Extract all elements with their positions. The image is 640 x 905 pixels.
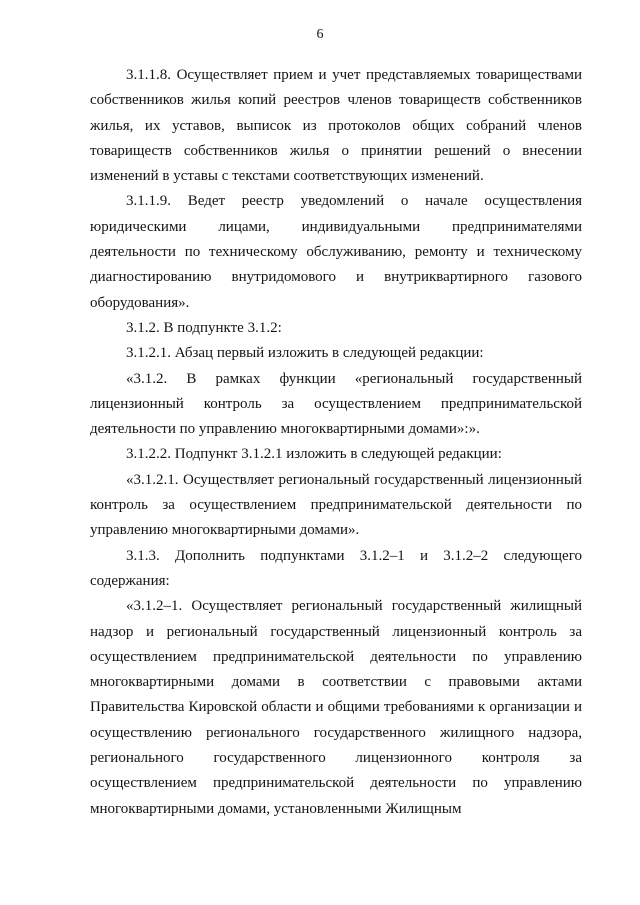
document-body (90, 63, 582, 822)
paragraph-quote-3-1-2: «3.1.2. В рамках функции «региональный государственный лицензионный контроль за осуществлением предпринимательской деятельности по управлению многоквартирными домами»:». (90, 370, 582, 438)
paragraph-3-1-2-2: 3.1.2.2. Подпункт 3.1.2.1 изложить в следующей редакции: (126, 446, 502, 463)
page-number: 6 (316, 27, 324, 42)
paragraph-quote-3-1-2-1: «3.1.2.1. Осуществляет региональный государственный лицензионный контроль за осуществлением предпринимательской деятельности по управлению многоквартирными домами». (90, 471, 582, 539)
paragraph-3-1-3: 3.1.3. Дополнить подпунктами 3.1.2–1 и 3.1.2–2 следующего содержания: (90, 547, 582, 589)
paragraph-3-1-1-9: 3.1.1.9. Ведет реестр уведомлений о начале осуществления юридическими лицами, индивидуальными предпринимателями деятельности по техническому обслуживанию, ремонту и техническому диагностированию внутридомового и внутриквартирного газового оборудования». (90, 193, 582, 311)
paragraph-3-1-2: 3.1.2. В подпункте 3.1.2: (126, 319, 282, 336)
paragraph-3-1-2-1: 3.1.2.1. Абзац первый изложить в следующей редакции: (126, 345, 484, 362)
paragraph-3-1-1-8: 3.1.1.8. Осуществляет прием и учет представляемых товариществами собственников жилья копий реестров членов товариществ собственников жилья, их уставов, выписок из протоколов общих собраний членов товариществ собственников жилья о принятии решений о внесении изменений в уставы с текстами соответствующих изменений. (90, 67, 582, 185)
paragraph-quote-3-1-2-1-dash: «3.1.2–1. Осуществляет региональный государственный жилищный надзор и региональный государственный лицензионный контроль за осуществлением предпринимательской деятельности по управлению многоквартирными домами в соответствии с правовыми актами Правительства Кировской области и общими требованиями к организации и осуществлению регионального государственного жилищного надзора, регионального государственного лицензионного контроля за осуществлением предпринимательской деятельности по управлению многоквартирными домами, установленными Жилищным (90, 598, 582, 817)
